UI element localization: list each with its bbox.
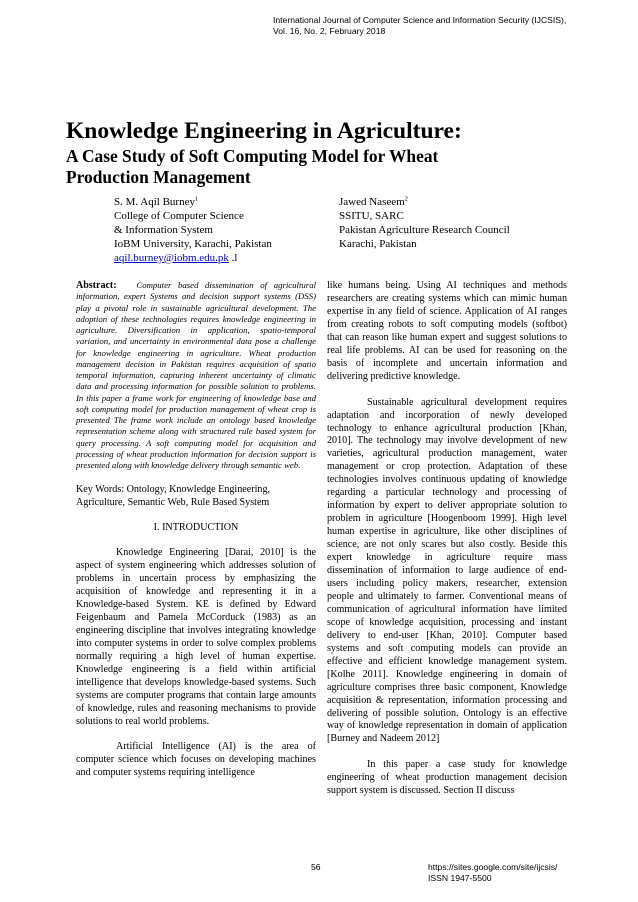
journal-header-line1: International Journal of Computer Science and Information Security (IJCSIS), <box>273 15 567 25</box>
paper-title: Knowledge Engineering in Agriculture: <box>66 118 462 144</box>
intro-paragraph-2: Artificial Intelligence (AI) is the area of computer science which focuses on developing machines and computer systems requiring intelligence <box>76 741 316 779</box>
intro-paragraph-1: Knowledge Engineering [Darai, 2010] is the aspect of system engineering which addresses solution of problems in uncertain process by emphasizing the acquisition of knowledge and representing it in a Knowledge-based System. KE is defined by Edward Feigenbaum and Pamela McCorduck (1983) as an engineering discipline that involves integrating knowledge into computer systems in order to solve complex problems normally requiring a high level of human expertise. Knowledge engineering is a field within artificial intelligence that develops knowledge-based systems. Such systems are computer programs that contain large amounts of knowledge, rules and reasoning mechanisms to provide solutions to real world problems. <box>76 547 316 727</box>
abstract-text: Computer based dissemination of agricultural information, expert Systems and decision support systems (DSS) play a pivotal role in sustainable agricultural development. The adoption of these technologies requires knowledge engineering in agriculture. Diversification in application, spatio-temporal variation, and uncertainty in environmental data pose a challenge for knowledge engineering in agriculture. Wheat production management decision in Pakistan requires acquisition of spatio temporal information, capturing inherent uncertainty of climatic data and processing information for possible solution to problems. In this paper a frame work for engineering of knowledge base and soft computing model for production management of wheat crop is presented The frame work include an ontology based knowledge representation scheme along with structured rule based system for query processing. A soft computing model for acquisition and processing of wheat production information for decision support is presented along with knowledge delivery through semantic web. <box>76 280 317 470</box>
author-email-link[interactable]: aqil.burney@iobm.edu.pk <box>114 251 229 264</box>
right-paragraph-1: like humans being. Using AI techniques and methods researchers are creating systems which can mimic human expertise in any field of science. Application of AI ranges from creating robots to soft computing models (softbot) that can reason like human expert and suggest solutions to real life problems. AI can be used for reasoning on the basis of incomplete and uncertain information and delivering predictive knowledge. <box>327 280 567 382</box>
right-paragraph-3: In this paper a case study for knowledge engineering of wheat production management decision support system is discussed. Section II discuss <box>327 759 567 797</box>
paper-subtitle: A Case Study of Soft Computing Model for Wheat Production Management <box>66 146 439 187</box>
author-affil-2-line2: Pakistan Agriculture Research Council <box>339 223 510 236</box>
author-email-suffix: .l <box>228 251 238 264</box>
author-affil-1-line2: & Information System <box>114 223 213 236</box>
author-affil-1-line3: IoBM University, Karachi, Pakistan <box>114 237 272 250</box>
author-block-1 <box>114 196 272 266</box>
journal-header-line2: Vol. 16, No. 2, February 2018 <box>273 26 386 36</box>
author-affil-2-line1: SSITU, SARC <box>339 209 404 222</box>
keywords: Key Words: Ontology, Knowledge Engineering, Agriculture, Semantic Web, Rule Based System <box>76 484 271 509</box>
left-column <box>76 280 316 780</box>
author-affil-1-line1: College of Computer Science <box>114 209 244 222</box>
abstract-label: Abstract: <box>76 280 117 291</box>
author-name-2: Jawed Naseem$^2$ <box>339 195 408 208</box>
footer-issn: ISSN 1947-5500 <box>428 873 492 883</box>
right-column <box>327 280 567 798</box>
author-affil-2-line3: Karachi, Pakistan <box>339 237 417 250</box>
author-email-row <box>114 252 272 266</box>
footer-info <box>428 862 557 884</box>
right-paragraph-2: Sustainable agricultural development requires adaptation and incorporation of newly developed technology to enhance agricultural production [Khan, 2010]. The technology may involve development of new varieties, agricultural production management, water management or crop protection. Adaptation of these technologies involves continuous updating of knowledge regarding a particular technology and processing of information by expert to deliver appropriate solution to problem in agriculture [Hoogenboom 1999]. High level human expertise in agriculture, like other disciplines of science, are not only scares but also costly. Beside this expert knowledge in agriculture require mass dissemination of information to large audience of end-users including policy makers, researcher, extension people and ultimately to farmer. Conventional means of communication of agricultural information have limited scope of knowledge acquisition, processing and instant delivery to end-user [Khan, 2010]. Computer based systems and soft computing models can provide an effective and efficient knowledge management system. [Kolhe 2011]. Knowledge engineering in domain of agriculture comprises three basic component, Knowledge acquisition & representation, information processing and delivering of possible solution. Ontology is an effective way of knowledge representation in domain of application [Burney and Nadeem 2012] <box>327 396 567 745</box>
author-affil-mark-1: 1 <box>194 195 199 203</box>
author-block-2 <box>339 196 510 252</box>
footer-url[interactable]: https://sites.google.com/site/ijcsis/ <box>428 862 558 872</box>
author-affil-mark-2: 2 <box>404 195 408 203</box>
journal-header <box>273 15 566 37</box>
page-number: 56 <box>311 862 321 872</box>
author-name-1: S. M. Aqil Burney$^1$ <box>114 195 199 208</box>
section-heading-introduction: I. INTRODUCTION <box>153 522 239 534</box>
abstract <box>76 280 316 471</box>
